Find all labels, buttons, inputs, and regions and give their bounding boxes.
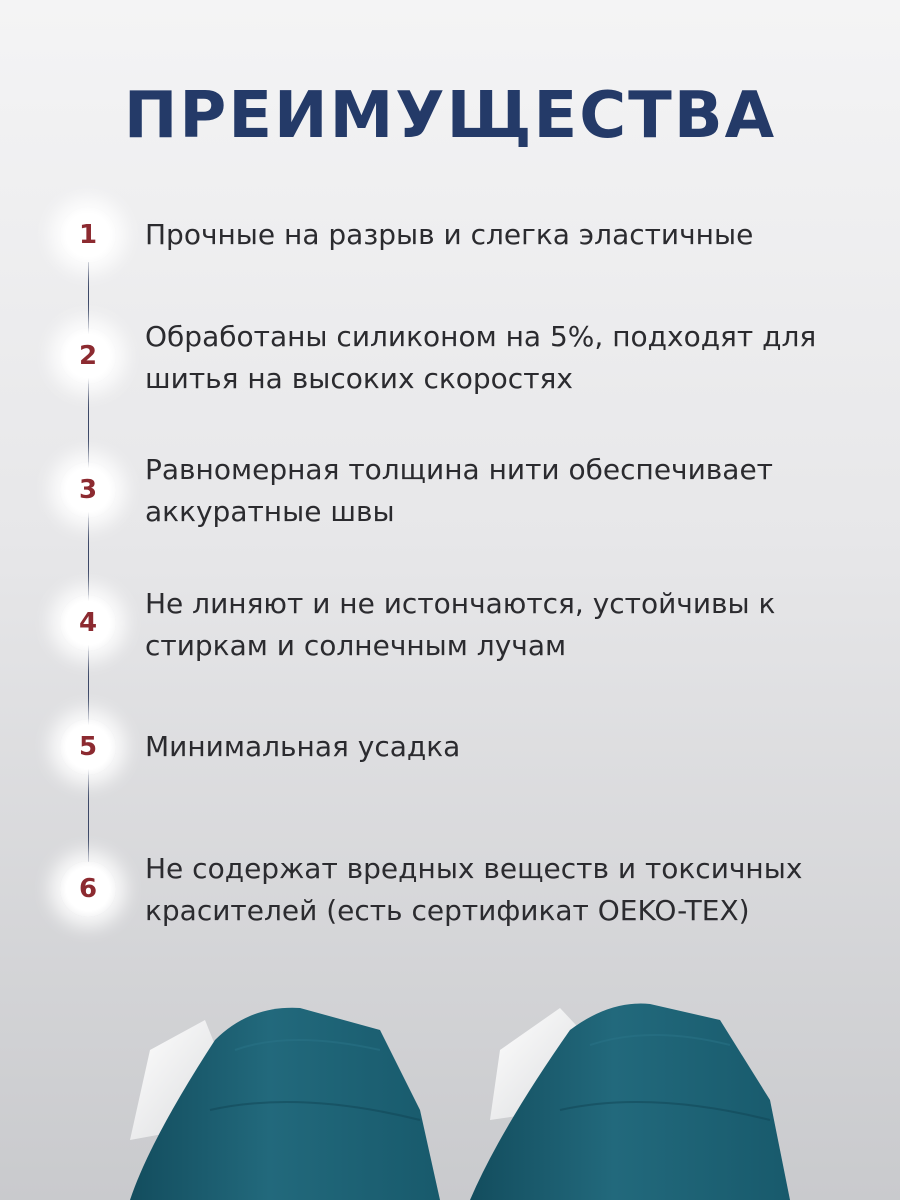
advantage-text: Не линяют и не истончаются, устойчивы к стиркам и солнечным лучам	[145, 587, 776, 662]
step-number-badge: 5	[60, 719, 116, 775]
step-number-badge: 1	[60, 207, 116, 263]
page-title: ПРЕИМУЩЕСТВА	[123, 79, 777, 153]
step-number-badge: 2	[60, 328, 116, 384]
step-number-badge: 3	[60, 462, 116, 518]
spool-left	[130, 1008, 440, 1200]
step-number-badge: 4	[60, 595, 116, 651]
advantage-text: Минимальная усадка	[145, 730, 461, 763]
spool-right	[470, 1004, 790, 1200]
advantage-text: Прочные на разрыв и слегка эластичные	[145, 218, 754, 251]
advantage-text: Не содержат вредных веществ и токсичных красителей (есть сертификат OEKO-TEX)	[145, 852, 803, 927]
advantage-text: Обработаны силиконом на 5%, подходят для шитья на высоких скоростях	[145, 320, 817, 395]
thread-spools-image	[0, 990, 900, 1200]
advantage-text: Равномерная толщина нити обеспечивает аккуратные швы	[145, 453, 773, 528]
step-number-badge: 6	[60, 861, 116, 917]
